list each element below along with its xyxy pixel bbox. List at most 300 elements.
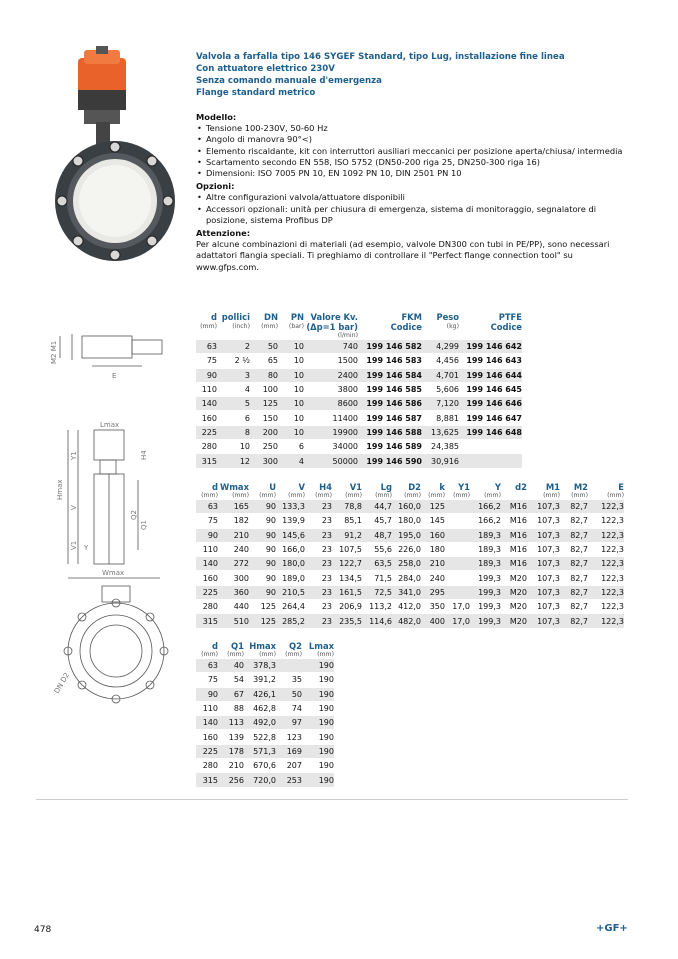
table-cell: 207 xyxy=(276,759,302,773)
table-cell: 189,3 xyxy=(470,528,501,542)
table-cell: 23 xyxy=(305,600,332,614)
table-cell: 140 xyxy=(196,716,218,730)
table-cell: 161,5 xyxy=(332,585,362,599)
label-e: E xyxy=(112,372,117,380)
table-cell: 107,3 xyxy=(527,528,560,542)
table-cell: 190 xyxy=(302,716,334,730)
table-cell: 350 xyxy=(421,600,445,614)
table-cell: 190 xyxy=(302,701,334,715)
table-cell: 107,3 xyxy=(527,542,560,556)
table-cell: 256 xyxy=(218,773,244,787)
table-cell: 2400 xyxy=(304,368,358,382)
table-cell: 139,9 xyxy=(276,514,305,528)
column-header: PN xyxy=(290,312,304,322)
table-cell: 65 xyxy=(250,354,278,368)
column-unit: (mm) xyxy=(375,492,392,499)
table-cell: 199 146 582 xyxy=(358,340,422,354)
table-row xyxy=(196,585,624,599)
table-cell: 11400 xyxy=(304,411,358,425)
table-cell: 280 xyxy=(196,440,217,454)
label-q1: Q1 xyxy=(140,520,148,530)
table-cell: 75 xyxy=(196,354,217,368)
column-header: V1 xyxy=(349,482,362,492)
table-cell: 199 146 648 xyxy=(459,425,522,439)
table-cell: 240 xyxy=(218,542,249,556)
table-cell: 8 xyxy=(217,425,250,439)
column-header: E xyxy=(618,482,624,492)
table-cell: 54 xyxy=(218,673,244,687)
table-cell: 10 xyxy=(278,368,304,382)
column-header: d xyxy=(211,312,217,322)
table-cell: 199,3 xyxy=(470,585,501,599)
table-row xyxy=(196,542,624,556)
table-cell: 10 xyxy=(278,382,304,396)
table-cell: 10 xyxy=(278,340,304,354)
column-unit: (mm) xyxy=(200,323,217,330)
table-cell xyxy=(445,542,470,556)
table-cell: 160,0 xyxy=(392,500,421,514)
table-cell: 74 xyxy=(276,701,302,715)
header-line-1: Valvola a farfalla tipo 146 SYGEF Standard, tipo Lug, installazione fine linea xyxy=(196,52,565,62)
column-unit: (mm) xyxy=(607,492,624,499)
table-cell: 8,881 xyxy=(422,411,459,425)
table-cell: 82,7 xyxy=(560,585,588,599)
table-cell: 19900 xyxy=(304,425,358,439)
table-cell: 492,0 xyxy=(244,716,276,730)
divider xyxy=(36,799,628,800)
column-unit: (mm) xyxy=(261,323,278,330)
table-row xyxy=(196,354,522,368)
table-cell: M20 xyxy=(501,585,527,599)
table-cell: 199 146 584 xyxy=(358,368,422,382)
column-header: Valore Kv. xyxy=(310,312,358,322)
table-cell: 40 xyxy=(218,659,244,673)
table-cell: 85,1 xyxy=(332,514,362,528)
table-cell: 199 146 642 xyxy=(459,340,522,354)
table-cell: 272 xyxy=(218,557,249,571)
table-cell: M20 xyxy=(501,571,527,585)
table-cell xyxy=(445,585,470,599)
table-cell: 462,8 xyxy=(244,701,276,715)
table-cell: 145,6 xyxy=(276,528,305,542)
product-header xyxy=(196,51,565,99)
table-row xyxy=(196,744,334,758)
table-cell: 199,3 xyxy=(470,571,501,585)
list-item: • Dimensioni: ISO 7005 PN 10, EN 1092 PN 10, DIN 2501 PN 10 xyxy=(196,168,626,179)
table-cell: 199,3 xyxy=(470,600,501,614)
table-cell: 80 xyxy=(250,368,278,382)
table-row xyxy=(196,614,624,628)
table-cell: 113 xyxy=(218,716,244,730)
table-cell: 145 xyxy=(421,514,445,528)
table-cell xyxy=(459,440,522,454)
table-header-row-2 xyxy=(196,322,522,332)
table-cell: 90 xyxy=(249,500,276,514)
table-cell: 97 xyxy=(276,716,302,730)
column-header: k xyxy=(439,482,445,492)
table-cell: 189,0 xyxy=(276,571,305,585)
table-cell: 315 xyxy=(196,773,218,787)
table-cell: M16 xyxy=(501,557,527,571)
table-cell: 240 xyxy=(421,571,445,585)
list-item: • Accessori opzionali: unità per chiusura di emergenza, sistema di monitoraggio, segnalatore di posizione, sistema Profibus DP xyxy=(196,204,626,226)
column-unit: (mm) xyxy=(345,492,362,499)
table-cell: 82,7 xyxy=(560,528,588,542)
column-unit: (l/min) xyxy=(337,332,358,339)
table-cell: 107,3 xyxy=(527,571,560,585)
column-unit: (mm) xyxy=(315,492,332,499)
table-cell: 160 xyxy=(196,571,218,585)
table-cell: 426,1 xyxy=(244,687,276,701)
column-header: Wmax xyxy=(219,482,249,492)
table-row xyxy=(196,773,334,787)
column-unit: (mm) xyxy=(227,651,244,658)
table-cell: 210,5 xyxy=(276,585,305,599)
table-cell: 166,2 xyxy=(470,514,501,528)
table-cell: 3 xyxy=(217,368,250,382)
table-cell: 90 xyxy=(249,528,276,542)
table-row xyxy=(196,425,522,439)
table-cell: 182 xyxy=(218,514,249,528)
table-header-row xyxy=(196,482,624,492)
column-header: Q1 xyxy=(231,641,244,651)
table-cell: 210 xyxy=(218,528,249,542)
table-cell: 12 xyxy=(217,454,250,468)
table-cell: 23 xyxy=(305,614,332,628)
table-cell: 225 xyxy=(196,585,218,599)
table-cell: 30,916 xyxy=(422,454,459,468)
table-cell: 295 xyxy=(421,585,445,599)
column-header: PTFE xyxy=(498,312,522,322)
page-number: 478 xyxy=(34,925,52,935)
column-unit: (mm) xyxy=(259,492,276,499)
table-cell: 264,4 xyxy=(276,600,305,614)
label-v: V xyxy=(70,505,78,510)
table-cell: 67 xyxy=(218,687,244,701)
table-row xyxy=(196,382,522,396)
table-cell: 4,701 xyxy=(422,368,459,382)
table-cell: 122,3 xyxy=(588,500,624,514)
table-cell: 82,7 xyxy=(560,600,588,614)
column-unit: (kg) xyxy=(446,323,459,330)
table-cell: 125 xyxy=(249,614,276,628)
table-cell: 63 xyxy=(196,340,217,354)
table-cell: 71,5 xyxy=(362,571,392,585)
table-cell: 200 xyxy=(250,425,278,439)
table-cell: 10 xyxy=(278,425,304,439)
table-cell: 378,3 xyxy=(244,659,276,673)
table-header-row xyxy=(196,641,334,651)
table-cell: 122,3 xyxy=(588,571,624,585)
table-cell: 82,7 xyxy=(560,557,588,571)
column-unit: (mm) xyxy=(404,492,421,499)
table-cell: 122,3 xyxy=(588,557,624,571)
table-cell: 4,456 xyxy=(422,354,459,368)
table-cell: 199 146 583 xyxy=(358,354,422,368)
column-header: d xyxy=(212,482,218,492)
table-cell: 6 xyxy=(217,411,250,425)
header-line-3: Senza comando manuale d'emergenza xyxy=(196,76,382,86)
table-cell: 122,3 xyxy=(588,542,624,556)
table-cell: 107,3 xyxy=(527,614,560,628)
column-unit: (mm) xyxy=(288,492,305,499)
table-row xyxy=(196,673,334,687)
table-unit-row xyxy=(196,332,522,340)
table-row xyxy=(196,571,624,585)
table-row xyxy=(196,557,624,571)
table-cell: 199 146 586 xyxy=(358,397,422,411)
table-cell: 133,3 xyxy=(276,500,305,514)
table-row xyxy=(196,528,624,542)
table-cell: 412,0 xyxy=(392,600,421,614)
table-cell: 50000 xyxy=(304,454,358,468)
table-cell: 88 xyxy=(218,701,244,715)
table-cell: 10 xyxy=(278,397,304,411)
table-cell: 199 146 587 xyxy=(358,411,422,425)
table-cell: 258,0 xyxy=(392,557,421,571)
table-cell: 122,7 xyxy=(332,557,362,571)
table-cell: 189,3 xyxy=(470,542,501,556)
label-q2: Q2 xyxy=(130,510,138,520)
table-cell: 125 xyxy=(249,600,276,614)
column-unit: (mm) xyxy=(201,492,218,499)
table-cell: 4 xyxy=(217,382,250,396)
table-row xyxy=(196,340,522,354)
table-cell: 107,3 xyxy=(527,557,560,571)
column-header: M1 xyxy=(545,482,560,492)
table-cell: 2 ½ xyxy=(217,354,250,368)
table-cell: 720,0 xyxy=(244,773,276,787)
table-cell: 166,0 xyxy=(276,542,305,556)
table-cell: 4,299 xyxy=(422,340,459,354)
table-cell: 107,3 xyxy=(527,585,560,599)
column-header: Lg xyxy=(380,482,392,492)
table-cell: 122,3 xyxy=(588,514,624,528)
table-cell: 285,2 xyxy=(276,614,305,628)
table-cell: 5 xyxy=(217,397,250,411)
table-cell: 190 xyxy=(302,659,334,673)
table-row xyxy=(196,368,522,382)
table-cell xyxy=(445,528,470,542)
diagram-front-view xyxy=(38,420,168,570)
table-cell: 253 xyxy=(276,773,302,787)
table-row xyxy=(196,454,522,468)
table-cell: 206,9 xyxy=(332,600,362,614)
table-cell: 190 xyxy=(302,759,334,773)
label-h4: H4 xyxy=(140,450,148,460)
column-header: d xyxy=(212,641,218,651)
table-cell: 82,7 xyxy=(560,542,588,556)
list-item: • Scartamento secondo EN 558, ISO 5752 (DN50-200 riga 25, DN250-300 riga 16) xyxy=(196,157,626,168)
table-cell xyxy=(276,659,302,673)
label-y1: Y1 xyxy=(70,451,78,460)
column-header: Codice xyxy=(490,322,522,332)
opzioni-list xyxy=(196,192,626,226)
table-cell: 3800 xyxy=(304,382,358,396)
label-lmax: Lmax xyxy=(100,421,120,429)
table-cell: 280 xyxy=(196,759,218,773)
table-cell: 90 xyxy=(249,585,276,599)
diagram-flange-view xyxy=(40,566,180,708)
table-cell: 169 xyxy=(276,744,302,758)
column-unit: (mm) xyxy=(201,651,218,658)
table-cell: 110 xyxy=(196,542,218,556)
column-header: DN xyxy=(264,312,278,322)
table-cell: 199 146 645 xyxy=(459,382,522,396)
gf-logo: +GF+ xyxy=(596,923,628,934)
attenzione-text: Per alcune combinazioni di materiali (ad esempio, valvole DN300 con tubi in PE/PP), sono necessari adattatori flangia speciali. Ti preghiamo di controllare il "Perfect flange connection tool" su www.gfps.com. xyxy=(196,239,610,272)
table-cell: 5,606 xyxy=(422,382,459,396)
table-cell: 23 xyxy=(305,500,332,514)
column-header: d2 xyxy=(515,482,527,492)
table-cell: 190 xyxy=(302,673,334,687)
column-unit: (mm) xyxy=(543,492,560,499)
column-unit: (mm) xyxy=(571,492,588,499)
table-cell: 400 xyxy=(421,614,445,628)
column-unit: (mm) xyxy=(285,651,302,658)
table-cell: 140 xyxy=(196,557,218,571)
table-cell: M16 xyxy=(501,542,527,556)
table-cell: 23 xyxy=(305,528,332,542)
table-cell: 63,5 xyxy=(362,557,392,571)
table-cell: 510 xyxy=(218,614,249,628)
table-cell: 63 xyxy=(196,500,218,514)
table-cell: 10 xyxy=(278,354,304,368)
modello-title: Modello: xyxy=(196,112,237,122)
table-row xyxy=(196,411,522,425)
table-cell: 45,7 xyxy=(362,514,392,528)
column-header: D2 xyxy=(408,482,421,492)
table-cell: 17,0 xyxy=(445,600,470,614)
table-cell: 90 xyxy=(196,687,218,701)
table-unit-row xyxy=(196,651,334,659)
attenzione-title: Attenzione: xyxy=(196,228,251,239)
table-cell: 199 146 647 xyxy=(459,411,522,425)
label-wmax: Wmax xyxy=(102,569,125,577)
table-row xyxy=(196,514,624,528)
table-row xyxy=(196,440,522,454)
table-cell: 90 xyxy=(196,528,218,542)
table-cell: 82,7 xyxy=(560,571,588,585)
table-cell: 180,0 xyxy=(392,514,421,528)
table-cell: 114,6 xyxy=(362,614,392,628)
table-cell: 107,3 xyxy=(527,600,560,614)
table-cell: 522,8 xyxy=(244,730,276,744)
header-line-4: Flange standard metrico xyxy=(196,88,316,98)
column-header: Hmax xyxy=(249,641,276,651)
table-cell: 122,3 xyxy=(588,614,624,628)
table-cell: 72,5 xyxy=(362,585,392,599)
table-cell: M16 xyxy=(501,514,527,528)
table-cell: 190 xyxy=(302,730,334,744)
label-hmax: Hmax xyxy=(56,479,64,500)
column-header: U xyxy=(269,482,276,492)
table-cell: 160 xyxy=(196,411,217,425)
label-dn-d2: DN D2 xyxy=(52,671,72,695)
column-header: Y1 xyxy=(458,482,470,492)
table-cell: 160 xyxy=(421,528,445,542)
column-header: (Δp=1 bar) xyxy=(306,322,358,332)
table-cell: 165 xyxy=(218,500,249,514)
opzioni-title: Opzioni: xyxy=(196,181,235,192)
table-cell: 55,6 xyxy=(362,542,392,556)
table-row xyxy=(196,687,334,701)
table-cell: 7,120 xyxy=(422,397,459,411)
column-header: Peso xyxy=(436,312,459,322)
table-cell: 82,7 xyxy=(560,614,588,628)
table-cell: 210 xyxy=(421,557,445,571)
table-cell: 75 xyxy=(196,514,218,528)
label-v1: V1 xyxy=(70,540,78,550)
column-unit: (mm) xyxy=(428,492,445,499)
column-header: M2 xyxy=(573,482,588,492)
table-cell: 123 xyxy=(276,730,302,744)
list-item: • Angolo di manovra 90°<) xyxy=(196,134,626,145)
column-unit: (mm) xyxy=(484,492,501,499)
table-cell: 571,3 xyxy=(244,744,276,758)
table-cell: 107,3 xyxy=(527,514,560,528)
table-cell: 107,5 xyxy=(332,542,362,556)
table-cell: 199,3 xyxy=(470,614,501,628)
column-unit: (inch) xyxy=(232,323,250,330)
table-cell: M16 xyxy=(501,528,527,542)
table-cell: 341,0 xyxy=(392,585,421,599)
table-cell: 360 xyxy=(218,585,249,599)
table-cell: 48,7 xyxy=(362,528,392,542)
table-cell: 113,2 xyxy=(362,600,392,614)
table-header-row xyxy=(196,312,522,322)
list-item: • Tensione 100-230V, 50-60 Hz xyxy=(196,123,626,134)
table-cell: 199 146 585 xyxy=(358,382,422,396)
table-cell xyxy=(459,454,522,468)
table-cell: 78,8 xyxy=(332,500,362,514)
list-item: • Elemento riscaldante, kit con interruttori ausiliari meccanici per posizione aperta/chiusa/ intermedia xyxy=(196,146,626,157)
table-cell: 63 xyxy=(196,659,218,673)
table-cell: 75 xyxy=(196,673,218,687)
table-cell: 122,3 xyxy=(588,600,624,614)
column-unit: (mm) xyxy=(232,492,249,499)
table-cell: 190 xyxy=(302,744,334,758)
table-cell: 180 xyxy=(421,542,445,556)
table-cell xyxy=(445,500,470,514)
table-cell: 391,2 xyxy=(244,673,276,687)
table-cell: 2 xyxy=(217,340,250,354)
table-row xyxy=(196,659,334,673)
valve-product-image xyxy=(40,46,190,266)
table-cell xyxy=(445,571,470,585)
table-cell: 225 xyxy=(196,744,218,758)
table-cell: 4 xyxy=(278,454,304,468)
table-cell: 110 xyxy=(196,382,217,396)
column-header: Y xyxy=(494,482,501,492)
table-row xyxy=(196,397,522,411)
column-unit: (bar) xyxy=(288,323,304,330)
table-cell: 226,0 xyxy=(392,542,421,556)
table-cell: 90 xyxy=(249,514,276,528)
table-cell: 1500 xyxy=(304,354,358,368)
table-cell: 740 xyxy=(304,340,358,354)
table-cell: 90 xyxy=(249,542,276,556)
table-cell: 315 xyxy=(196,614,218,628)
table-cell: 110 xyxy=(196,701,218,715)
table-cell: 50 xyxy=(250,340,278,354)
table-cell: 199 146 646 xyxy=(459,397,522,411)
table-cell: 100 xyxy=(250,382,278,396)
table-extra-dimensions xyxy=(196,641,334,788)
table-cell: 134,5 xyxy=(332,571,362,585)
table-cell xyxy=(445,514,470,528)
description-block xyxy=(196,110,626,273)
